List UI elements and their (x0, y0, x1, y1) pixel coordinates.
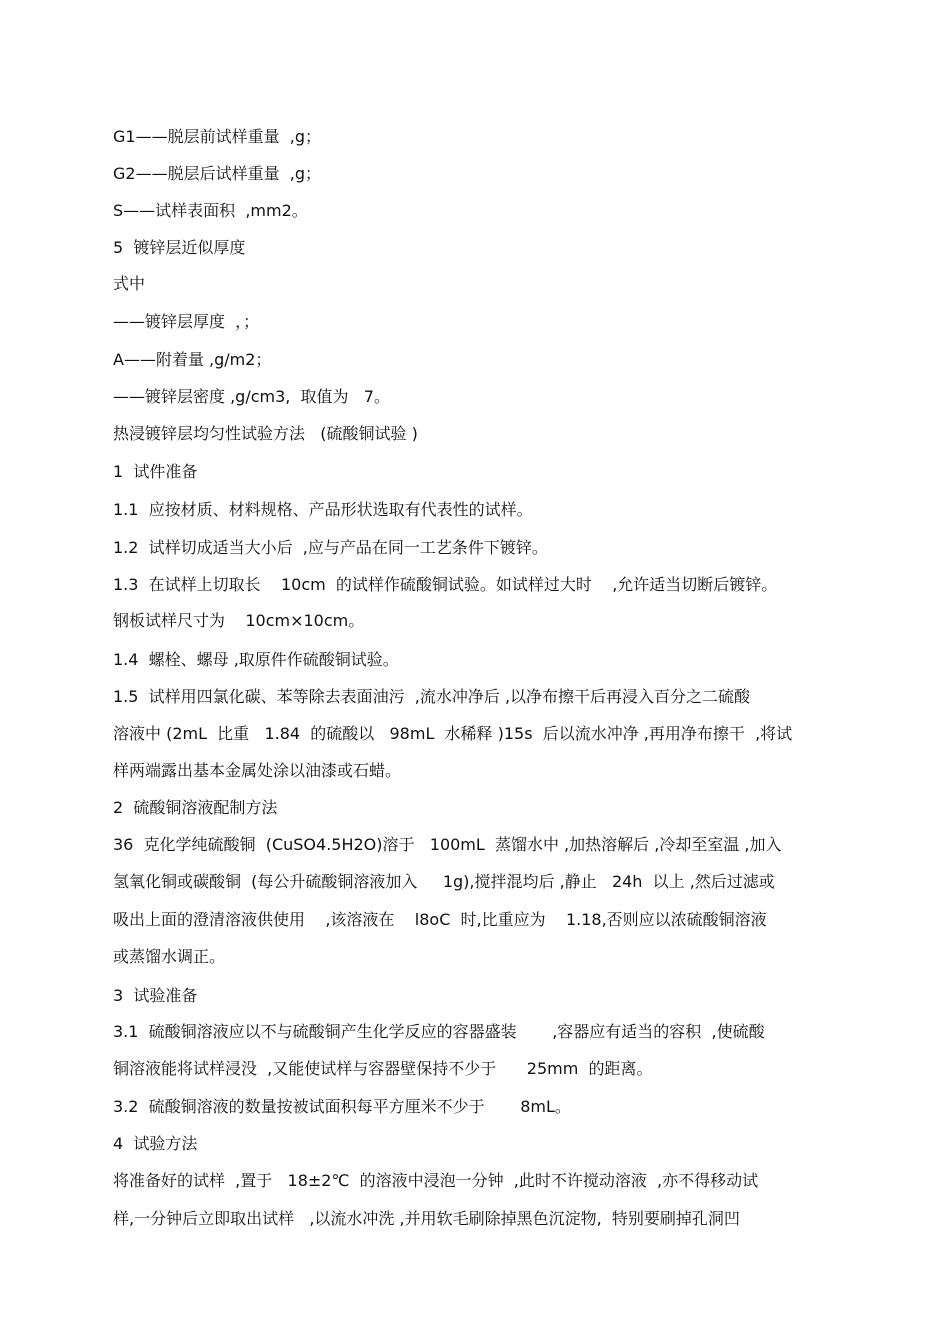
section-heading: 5 镀锌层近似厚度 (113, 238, 246, 257)
text-line: ——镀锌层厚度 ，； (113, 312, 260, 331)
text-line: 1.4 螺栓、螺母 ,取原件作硫酸铜试验。 (113, 650, 399, 669)
text-line: G1——脱层前试样重量 ,g； (113, 127, 321, 146)
text-line: 1.5 试样用四氯化碳、苯等除去表面油污 ,流水冲净后 ,以净布擦干后再浸入百分之二硫酸 (113, 687, 751, 706)
section-heading: 2 硫酸铜溶液配制方法 (113, 798, 278, 817)
section-heading: 4 试验方法 (113, 1134, 198, 1153)
text-line: 铜溶液能将试样浸没 ,又能使试样与容器壁保持不少于 25mm 的距离。 (113, 1059, 653, 1078)
text-line: 36 克化学纯硫酸铜 (CuSO4.5H2O)溶于 100mL 蒸馏水中 ,加热溶解后 ,冷却至室温 ,加入 (113, 835, 782, 854)
text-line: A——附着量 ,g/m2； (113, 350, 272, 369)
text-line: 3.2 硫酸铜溶液的数量按被试面积每平方厘米不少于 8mL。 (113, 1097, 571, 1116)
text-line: G2——脱层后试样重量 ,g； (113, 164, 321, 183)
section-heading: 1 试件准备 (113, 462, 198, 481)
section-heading: 3 试验准备 (113, 986, 198, 1005)
text-line: 式中 (113, 274, 146, 293)
document-title: 热浸镀锌层均匀性试验方法 (硫酸铜试验 ) (113, 424, 418, 443)
text-line: 氢氧化铜或碳酸铜 (每公升硫酸铜溶液加入 1g),搅拌混均后 ,静止 24h 以上 ,然后过滤或 (113, 872, 775, 891)
text-line: ——镀锌层密度 ,g/cm3, 取值为 7。 (113, 387, 390, 406)
text-line: S——试样表面积 ,mm2。 (113, 201, 308, 220)
text-line: 1.1 应按材质、材料规格、产品形状选取有代表性的试样。 (113, 500, 533, 519)
text-line: 1.3 在试样上切取长 10cm 的试样作硫酸铜试验。如试样过大时 ,允许适当切断后镀锌。 (113, 575, 778, 594)
text-line: 样两端露出基本金属处涂以油漆或石蜡。 (113, 761, 402, 780)
text-line: 吸出上面的澄清溶液供使用 ,该溶液在 l8oC 时,比重应为 1.18,否则应以浓硫酸铜溶液 (113, 910, 767, 929)
text-line: 3.1 硫酸铜溶液应以不与硫酸铜产生化学反应的容器盛装 ,容器应有适当的容积 ,使硫酸 (113, 1022, 765, 1041)
text-line: 溶液中 (2mL 比重 1.84 的硫酸以 98mL 水稀释 )15s 后以流水冲净 ,再用净布擦干 ,将试 (113, 724, 793, 743)
text-line: 或蒸馏水调正。 (113, 947, 226, 966)
text-line: 1.2 试样切成适当大小后 ,应与产品在同一工艺条件下镀锌。 (113, 538, 548, 557)
text-line: 钢板试样尺寸为 10cm×10cm。 (113, 611, 365, 630)
text-line: 将准备好的试样 ,置于 18±2℃ 的溶液中浸泡一分钟 ,此时不许搅动溶液 ,亦不得移动试 (113, 1171, 759, 1190)
text-line: 样,一分钟后立即取出试样 ,以流水冲洗 ,并用软毛刷除掉黑色沉淀物, 特别要刷掉孔洞凹 (113, 1209, 740, 1228)
